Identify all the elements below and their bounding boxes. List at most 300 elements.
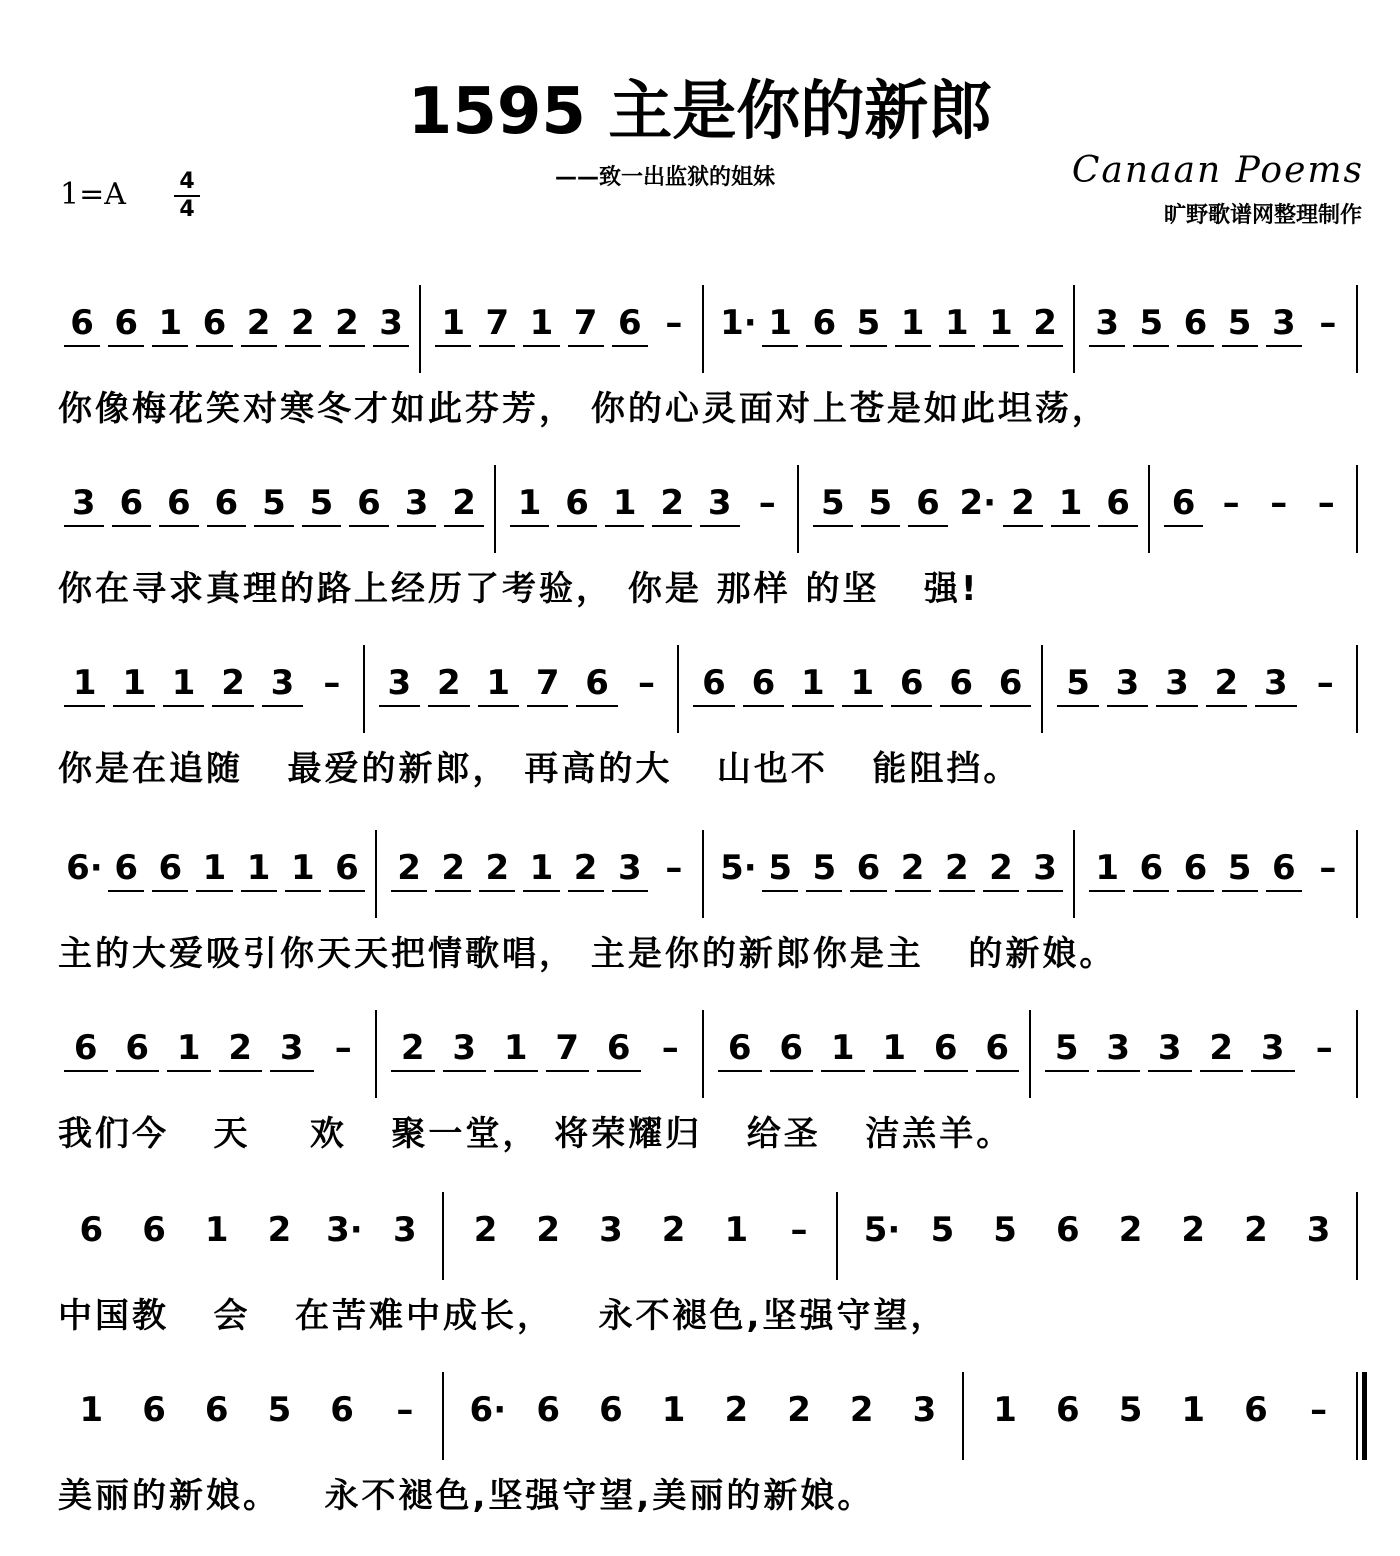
- note: 2: [485, 848, 510, 888]
- note: 2: [290, 303, 315, 343]
- beam-underline: [1266, 345, 1302, 347]
- notation-line: [0, 285, 1400, 375]
- beam-underline: [219, 1070, 263, 1072]
- beam-underline: [1156, 705, 1197, 707]
- beam-underline: [1133, 890, 1169, 892]
- barline: [375, 830, 377, 918]
- beam-underline: [924, 1070, 968, 1072]
- dash-note: –: [665, 303, 683, 343]
- lyric-line: 你在寻求真理的路上经历了考验， 你是 那样 的坚 强!: [58, 569, 980, 609]
- note: 1: [1095, 848, 1120, 888]
- note: 3: [599, 1210, 623, 1250]
- note: 3: [1271, 303, 1296, 343]
- note: 3: [1260, 1028, 1285, 1068]
- note: 5: [821, 483, 845, 523]
- note: 6: [142, 1390, 166, 1430]
- dash-note: –: [1316, 663, 1334, 703]
- note: 7: [573, 303, 598, 343]
- note: 5: [856, 303, 881, 343]
- beam-underline: [762, 890, 798, 892]
- note: 6: [565, 483, 589, 523]
- beam-underline: [873, 1070, 917, 1072]
- beam-underline: [329, 890, 365, 892]
- beam-underline: [1177, 345, 1213, 347]
- beam-underline: [597, 1070, 641, 1072]
- beam-underline: [64, 1070, 108, 1072]
- beam-underline: [262, 705, 303, 707]
- note: 1: [79, 1390, 104, 1430]
- beam-underline: [64, 525, 104, 527]
- beam-underline: [939, 345, 975, 347]
- beam-underline: [212, 705, 253, 707]
- note: 2: [267, 1210, 292, 1250]
- note: 6: [727, 1028, 752, 1068]
- note: 5: [267, 1390, 292, 1430]
- beam-underline: [557, 525, 597, 527]
- beam-underline: [1003, 525, 1043, 527]
- note: 2: [1118, 1210, 1143, 1250]
- note: 2: [944, 848, 969, 888]
- note: 6: [985, 1028, 1010, 1068]
- beam-underline: [285, 345, 321, 347]
- beam-underline: [64, 345, 100, 347]
- notation-line: [0, 465, 1400, 555]
- final-barline: [1356, 1372, 1358, 1460]
- beam-underline: [113, 705, 154, 707]
- beam-underline: [1098, 525, 1138, 527]
- beam-underline: [527, 705, 568, 707]
- note: 2: [536, 1210, 561, 1250]
- note: 3: [393, 1210, 417, 1250]
- note: 2: [246, 303, 271, 343]
- note: 6: [751, 663, 776, 703]
- beam-underline: [850, 890, 886, 892]
- note: 2·: [959, 483, 997, 523]
- beam-underline: [1027, 345, 1063, 347]
- beam-underline: [983, 890, 1019, 892]
- beam-underline: [1045, 1070, 1089, 1072]
- beam-underline: [1251, 1070, 1295, 1072]
- beam-underline: [1177, 890, 1213, 892]
- barline: [442, 1372, 444, 1460]
- note: 2: [452, 483, 476, 523]
- barline: [442, 1192, 444, 1280]
- beam-underline: [152, 890, 188, 892]
- beam-underline: [700, 525, 740, 527]
- note: 3: [1033, 848, 1057, 888]
- note: 2: [1033, 303, 1057, 343]
- beam-underline: [494, 1070, 538, 1072]
- barline: [1148, 465, 1150, 553]
- beam-underline: [207, 525, 247, 527]
- dash-note: –: [1310, 1390, 1328, 1430]
- beam-underline: [546, 1070, 590, 1072]
- beam-underline: [478, 705, 519, 707]
- note: 6: [949, 663, 974, 703]
- note: 3: [404, 483, 429, 523]
- beam-underline: [523, 345, 559, 347]
- note: 7: [555, 1028, 580, 1068]
- note: 2: [436, 663, 461, 703]
- note: 7: [535, 663, 560, 703]
- note: 5·: [863, 1210, 901, 1250]
- note: 3: [270, 663, 295, 703]
- notation-line: [0, 1372, 1400, 1462]
- beam-underline: [1057, 705, 1098, 707]
- note: 1: [1181, 1390, 1206, 1430]
- note: 5: [1054, 1028, 1079, 1068]
- note: 2: [441, 848, 466, 888]
- note: 6: [357, 483, 381, 523]
- beam-underline: [718, 1070, 762, 1072]
- beam-underline: [743, 705, 784, 707]
- note: 6: [158, 848, 183, 888]
- note: 2: [724, 1390, 749, 1430]
- note: 3: [379, 303, 403, 343]
- notation-line: [0, 1010, 1400, 1100]
- note: 5: [930, 1210, 955, 1250]
- note: 1: [158, 303, 183, 343]
- note: 1: [204, 1210, 229, 1250]
- time-signature: [170, 170, 204, 222]
- barline: [962, 1372, 964, 1460]
- beam-underline: [241, 345, 277, 347]
- beam-underline: [435, 345, 471, 347]
- beam-underline: [163, 705, 204, 707]
- note: 3: [617, 848, 642, 888]
- note: 6: [202, 303, 227, 343]
- note: 6: [1056, 1210, 1080, 1250]
- note: 5: [993, 1210, 1017, 1250]
- note: 2: [573, 848, 598, 888]
- dash-note: –: [665, 848, 683, 888]
- beam-underline: [329, 345, 365, 347]
- note: 6: [79, 1210, 104, 1250]
- lyric-line: 你是在追随 最爱的新郎， 再高的大 山也不 能阻挡。: [58, 749, 1021, 789]
- note: 6: [204, 1390, 229, 1430]
- note: 6: [606, 1028, 631, 1068]
- note: 1: [801, 663, 825, 703]
- note: 6: [1171, 483, 1196, 523]
- note: 2: [1181, 1210, 1206, 1250]
- beam-underline: [612, 890, 648, 892]
- barline: [419, 285, 421, 373]
- note: 6: [1244, 1390, 1268, 1430]
- note: 3: [1106, 1028, 1131, 1068]
- beam-underline: [391, 890, 427, 892]
- beam-underline: [302, 525, 342, 527]
- barline: [1356, 465, 1358, 553]
- note: 6: [70, 303, 94, 343]
- dash-note: –: [661, 1028, 679, 1068]
- dash-note: –: [1315, 1028, 1333, 1068]
- note: 1: [724, 1210, 749, 1250]
- beam-underline: [792, 705, 833, 707]
- note: 1: [529, 303, 554, 343]
- barline: [1356, 1192, 1358, 1280]
- note: 2: [900, 848, 925, 888]
- beam-underline: [1206, 705, 1247, 707]
- note: 3: [1165, 663, 1189, 703]
- note: 1: [989, 303, 1013, 343]
- note: 3: [279, 1028, 304, 1068]
- note: 6: [1271, 848, 1296, 888]
- note: 3: [387, 663, 412, 703]
- key-signature: 1=A: [60, 177, 126, 212]
- note: 6: [585, 663, 609, 703]
- note: 2: [221, 663, 245, 703]
- lyric-line: 中国教 会 在苦难中成长， 永不褪色,坚强守望，: [58, 1296, 948, 1336]
- barline: [797, 465, 799, 553]
- note: 5: [309, 483, 334, 523]
- beam-underline: [108, 345, 144, 347]
- beam-underline: [612, 345, 648, 347]
- beam-underline: [652, 525, 692, 527]
- dash-note: –: [1222, 483, 1240, 523]
- note: 6: [916, 483, 940, 523]
- beam-underline: [976, 1070, 1020, 1072]
- notation-line: [0, 1192, 1400, 1282]
- song-title: 1595 主是你的新郎: [407, 75, 993, 149]
- barline: [363, 645, 365, 733]
- note: 1: [768, 303, 793, 343]
- dash-note: –: [334, 1028, 352, 1068]
- note: 5: [1066, 663, 1090, 703]
- beam-underline: [285, 890, 321, 892]
- note: 2: [849, 1390, 874, 1430]
- dash-note: –: [638, 663, 656, 703]
- beam-underline: [397, 525, 437, 527]
- note: 1: [529, 848, 554, 888]
- beam-underline: [576, 705, 617, 707]
- note: 6: [330, 1390, 354, 1430]
- note: 6: [1056, 1390, 1080, 1430]
- beam-underline: [116, 1070, 160, 1072]
- lyric-line: 主的大爱吸引你天天把情歌唱， 主是你的新郎你是主 的新娘。: [58, 934, 1117, 974]
- note: 1: [993, 1390, 1017, 1430]
- note: 2: [989, 848, 1013, 888]
- beam-underline: [270, 1070, 314, 1072]
- note: 6: [617, 303, 642, 343]
- beam-underline: [479, 890, 515, 892]
- beam-underline: [1107, 705, 1148, 707]
- beam-underline: [693, 705, 734, 707]
- barline: [1073, 285, 1075, 373]
- note: 1: [517, 483, 542, 523]
- beam-underline: [908, 525, 948, 527]
- note: 2: [660, 483, 685, 523]
- note: 3: [1115, 663, 1140, 703]
- credit-line: 旷野歌谱网整理制作: [1163, 203, 1362, 228]
- barline: [1356, 1010, 1358, 1098]
- note: 5: [1227, 303, 1252, 343]
- meter-top: 4: [179, 169, 195, 194]
- beam-underline: [510, 525, 550, 527]
- beam-underline: [523, 890, 559, 892]
- beam-underline: [1148, 1070, 1192, 1072]
- note: 6: [812, 303, 837, 343]
- beam-underline: [1027, 890, 1063, 892]
- note: 6: [114, 303, 139, 343]
- note: 7: [485, 303, 510, 343]
- beam-underline: [990, 705, 1031, 707]
- note: 6: [702, 663, 726, 703]
- barline: [702, 830, 704, 918]
- note: 1: [171, 663, 196, 703]
- note: 1: [176, 1028, 201, 1068]
- notation-line: [0, 645, 1400, 735]
- note: 6: [335, 848, 359, 888]
- note: 6: [1106, 483, 1130, 523]
- note: 1: [944, 303, 969, 343]
- note: 2: [787, 1390, 811, 1430]
- beam-underline: [1089, 890, 1125, 892]
- beam-underline: [983, 345, 1019, 347]
- beam-underline: [842, 705, 883, 707]
- dash-note: –: [1319, 303, 1337, 343]
- note: 1: [246, 848, 271, 888]
- beam-underline: [159, 525, 199, 527]
- barline: [702, 285, 704, 373]
- note: 3: [1095, 303, 1120, 343]
- note: 6: [536, 1390, 561, 1430]
- beam-underline: [1133, 345, 1169, 347]
- beam-underline: [861, 525, 901, 527]
- note: 5: [1139, 303, 1164, 343]
- barline: [1041, 645, 1043, 733]
- beam-underline: [443, 1070, 487, 1072]
- note: 6: [1139, 848, 1164, 888]
- note: 1: [661, 1390, 686, 1430]
- barline: [1356, 285, 1358, 373]
- note: 5·: [720, 848, 757, 888]
- final-barline-thick: [1362, 1372, 1367, 1460]
- beam-underline: [1164, 525, 1204, 527]
- beam-underline: [152, 345, 188, 347]
- note: 2: [661, 1210, 686, 1250]
- beam-underline: [479, 345, 515, 347]
- note: 6: [856, 848, 881, 888]
- beam-underline: [391, 1070, 435, 1072]
- beam-underline: [196, 345, 232, 347]
- note: 2: [228, 1028, 253, 1068]
- note: 2: [1244, 1210, 1268, 1250]
- note: 1: [1058, 483, 1083, 523]
- barline: [1356, 830, 1358, 918]
- note: 1: [486, 663, 511, 703]
- beam-underline: [254, 525, 294, 527]
- dash-note: –: [1319, 848, 1337, 888]
- dash-note: –: [1270, 483, 1288, 523]
- beam-underline: [891, 705, 932, 707]
- beam-underline: [568, 890, 604, 892]
- note: 1: [830, 1028, 855, 1068]
- beam-underline: [241, 890, 277, 892]
- note: 6: [114, 848, 139, 888]
- brand-logo: Canaan Poems: [1071, 150, 1364, 191]
- note: 1: [202, 848, 227, 888]
- note: 6: [899, 663, 924, 703]
- note: 1: [290, 848, 315, 888]
- note: 3: [1263, 663, 1288, 703]
- beam-underline: [444, 525, 484, 527]
- note: 6: [214, 483, 239, 523]
- barline: [702, 1010, 704, 1098]
- note: 3: [707, 483, 732, 523]
- beam-underline: [806, 890, 842, 892]
- note: 6: [933, 1028, 958, 1068]
- beam-underline: [64, 705, 105, 707]
- note: 1: [882, 1028, 907, 1068]
- note: 3: [1157, 1028, 1182, 1068]
- beam-underline: [112, 525, 152, 527]
- lyric-line: 你像梅花笑对寒冬才如此芬芳， 你的心灵面对上苍是如此坦荡，: [58, 389, 1109, 429]
- note: 2: [1214, 663, 1239, 703]
- beam-underline: [1051, 525, 1091, 527]
- beam-underline: [940, 705, 981, 707]
- meter-bottom: 4: [179, 197, 195, 222]
- note: 6: [1183, 303, 1208, 343]
- note: 2: [400, 1028, 425, 1068]
- note: 2: [473, 1210, 498, 1250]
- beam-underline: [1255, 705, 1296, 707]
- beam-underline: [850, 345, 886, 347]
- note: 6: [998, 663, 1023, 703]
- note: 2: [1011, 483, 1035, 523]
- notation-line: [0, 830, 1400, 920]
- beam-underline: [196, 890, 232, 892]
- dash-note: –: [323, 663, 341, 703]
- note: 6·: [66, 848, 103, 888]
- dash-note: –: [396, 1390, 414, 1430]
- lyric-line: 我们今 天 欢 聚一堂， 将荣耀归 给圣 洁羔羊。: [58, 1114, 1014, 1154]
- barline: [836, 1192, 838, 1280]
- beam-underline: [1200, 1070, 1244, 1072]
- note: 1: [72, 663, 97, 703]
- beam-underline: [1266, 890, 1302, 892]
- beam-underline: [167, 1070, 211, 1072]
- beam-underline: [373, 345, 409, 347]
- note: 6: [73, 1028, 98, 1068]
- beam-underline: [605, 525, 645, 527]
- note: 5: [1227, 848, 1252, 888]
- note: 1: [122, 663, 146, 703]
- barline: [375, 1010, 377, 1098]
- beam-underline: [108, 890, 144, 892]
- note: 1: [503, 1028, 528, 1068]
- beam-underline: [813, 525, 853, 527]
- beam-underline: [1222, 890, 1258, 892]
- beam-underline: [428, 705, 469, 707]
- beam-underline: [821, 1070, 865, 1072]
- note: 6: [167, 483, 191, 523]
- beam-underline: [770, 1070, 814, 1072]
- beam-underline: [1222, 345, 1258, 347]
- note: 6·: [469, 1390, 507, 1430]
- note: 3: [1306, 1210, 1331, 1250]
- note: 6: [779, 1028, 804, 1068]
- beam-underline: [568, 345, 604, 347]
- barline: [1073, 830, 1075, 918]
- barline: [494, 465, 496, 553]
- barline: [1029, 1010, 1031, 1098]
- song-subtitle: ——致一出监狱的姐妹: [555, 165, 776, 190]
- beam-underline: [895, 890, 931, 892]
- note: 5: [768, 848, 793, 888]
- beam-underline: [1097, 1070, 1141, 1072]
- note: 3: [452, 1028, 477, 1068]
- note: 2: [397, 848, 421, 888]
